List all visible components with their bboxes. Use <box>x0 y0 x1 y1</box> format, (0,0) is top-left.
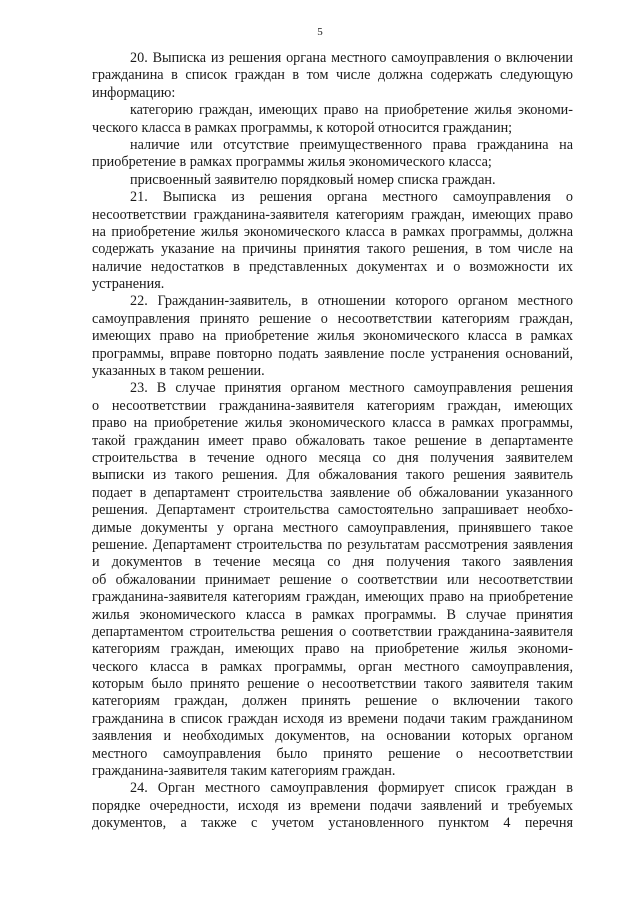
text-line: указанных в таком решении. <box>92 363 265 380</box>
text-line: жилья экономического класса в рамках программы. В случае принятия <box>92 606 573 623</box>
text-line: гражданина в список граждан исходя из времени подачи таким гражданином <box>92 710 573 727</box>
text-line: выписки из такого решения. Для обжалования такого решения заявитель <box>92 467 573 484</box>
text-line: решения. Департамент строительства самостоятельно запрашивает необхо- <box>92 502 573 519</box>
text-line: 20. Выписка из решения органа местного самоуправления о включении <box>130 50 573 66</box>
text-line: 24. Орган местного самоуправления формирует список граждан в <box>130 780 573 797</box>
text-line: которым было принято решение о несоответствии такого заявителя таким <box>92 676 573 693</box>
text-line: гражданина-заявителя категориям граждан, имеющих право на приобретение <box>92 589 573 606</box>
text-line: ческого класса в рамках программы, к которой относится гражданин; <box>92 119 513 136</box>
text-line: о несоответствии гражданина-заявителя категориям граждан, имеющих <box>92 397 573 414</box>
text-line: содержать указание на причины принятия такого решения, в том числе на <box>92 241 573 258</box>
text-line: категорию граждан, имеющих право на приобретение жилья экономи- <box>130 102 573 119</box>
text-line: наличие или отсутствие преимущественного права гражданина на <box>130 136 573 153</box>
text-line: категориям граждан, должен принять решение о включении такого <box>92 693 573 710</box>
text-line: местного самоуправления было принято решение о несоответствии <box>92 745 573 762</box>
text-line: документов, а также с учетом установленного пунктом 4 перечня <box>92 815 573 832</box>
text-line: право на приобретение жилья экономического класса в рамках программы, <box>92 415 573 432</box>
text-line: ческого класса в рамках программы, орган местного самоуправления, <box>92 658 573 675</box>
text-line: гражданина-заявителя таким категориям граждан. <box>92 763 396 780</box>
text-line: устранения. <box>92 276 165 293</box>
page-number: 5 <box>317 26 323 38</box>
text-line: димые документы у органа местного самоуправления, принявшего такое <box>92 519 573 536</box>
text-line: такой гражданин имеет право обжаловать такое решение в департаменте <box>92 432 573 449</box>
text-line: 21. Выписка из решения органа местного самоуправления о <box>130 189 573 206</box>
text-line: категориям граждан, имеющих право на приобретение жилья экономи- <box>92 641 573 658</box>
text-line: порядке очередности, исходя из времени подачи заявлений и требуемых <box>92 797 573 814</box>
text-line: решение. Департамент строительства по результатам рассмотрения заявления <box>92 536 573 553</box>
text-line: подает в департамент строительства заявление об обжаловании указанного <box>92 484 573 501</box>
text-line: имеющих право на приобретение жилья экономического класса в рамках <box>92 328 573 345</box>
text-line: 23. В случае принятия органом местного самоуправления решения <box>130 380 573 397</box>
text-line: заявления и необходимых документов, на основании которых органом <box>92 728 573 745</box>
text-line: информацию: <box>92 84 176 101</box>
text-line: несоответствии гражданина-заявителя категориям граждан, имеющих право <box>92 206 573 223</box>
text-line: об обжаловании принимает решение о соответствии или несоответствии <box>92 571 573 588</box>
text-line: на приобретение жилья экономического класса в рамках программы, должна <box>92 223 573 240</box>
document-body <box>92 50 573 833</box>
text-line: 22. Гражданин-заявитель, в отношении которого органом местного <box>130 293 573 310</box>
text-line: самоуправления принято решение о несоответствии категориям граждан, <box>92 310 573 327</box>
text-line: приобретение в рамках программы жилья экономического класса; <box>92 154 492 171</box>
text-line: и документов в течение месяца со дня получения такого заявления <box>92 554 573 571</box>
text-line: строительства в течение одного месяца со дня получения заявителем <box>92 449 573 466</box>
text-line: департаментом строительства решения о соответствии гражданина-заявителя <box>92 623 573 640</box>
text-line: присвоенный заявителю порядковый номер списка граждан. <box>130 171 496 188</box>
text-line: наличие недостатков в представленных документах и о возможности их <box>92 258 573 275</box>
text-line: программы, вправе повторно подать заявление после устранения оснований, <box>92 345 573 362</box>
text-line: гражданина в список граждан в том числе должна содержать следующую <box>92 67 573 84</box>
